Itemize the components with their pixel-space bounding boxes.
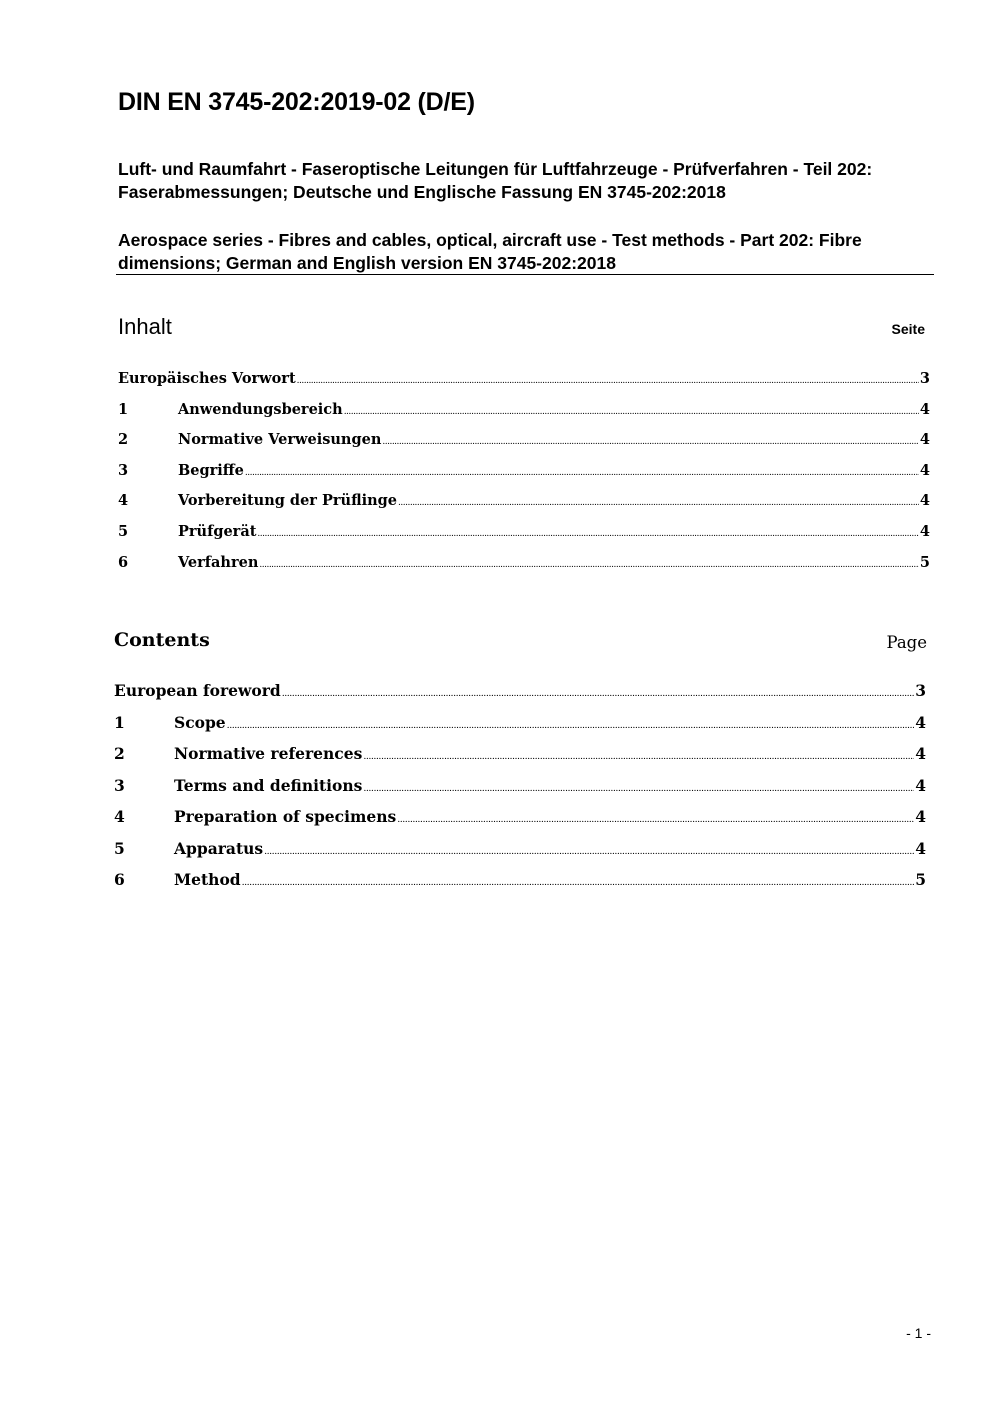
toc-leader-dots (259, 554, 919, 571)
title-english: Aerospace series - Fibres and cables, optical, aircraft use - Test methods - Part 202: Fibre dimensions; German and English version EN 3745-202:2018 (118, 230, 862, 273)
header-rule (116, 274, 934, 275)
toc-entry[interactable] (114, 744, 926, 776)
toc-entry[interactable] (118, 492, 930, 523)
title-german: Luft- und Raumfahrt - Faseroptische Leitungen für Luftfahrzeuge - Prüfverfahren - Teil 202: Faserabmessungen; Deutsche und Englische Fassung EN 3745-202:2018 (118, 159, 873, 202)
toc-entry[interactable] (114, 807, 926, 839)
toc-entry-number: 6 (114, 870, 125, 889)
toc-entry-title: European foreword (114, 681, 281, 700)
toc-entry-number: 5 (118, 522, 129, 540)
toc-entry-page: 4 (915, 712, 926, 732)
toc-heading-german: Inhalt (118, 314, 172, 339)
toc-leader-dots (242, 870, 915, 889)
toc-entry[interactable] (118, 431, 930, 462)
toc-leader-dots (282, 681, 914, 700)
toc-entry-title: Apparatus (174, 838, 264, 858)
toc-leader-dots (257, 523, 918, 540)
toc-entry-page: 3 (919, 370, 930, 387)
toc-entry-page: 5 (915, 870, 926, 889)
toc-entry[interactable] (114, 681, 926, 713)
toc-entry-page: 4 (915, 744, 926, 763)
toc-entry-page: 4 (915, 807, 926, 826)
toc-entry-page: 4 (919, 492, 930, 510)
toc-leader-dots (344, 401, 919, 418)
toc-page-label-english: Page (886, 633, 927, 652)
toc-entry-number: 2 (114, 744, 125, 763)
toc-entry[interactable] (118, 401, 930, 432)
toc-list-english (114, 681, 926, 902)
toc-entry-title: Scope (174, 712, 226, 732)
toc-entry-title: Begriffe (178, 461, 244, 479)
toc-leader-dots (398, 492, 919, 509)
page-number: - 1 - (906, 1325, 931, 1341)
toc-entry-page: 5 (919, 553, 930, 571)
toc-entry-number: 5 (114, 838, 125, 858)
toc-leader-dots (382, 431, 919, 448)
toc-entry[interactable] (118, 523, 930, 554)
toc-entry-page: 4 (919, 431, 930, 449)
toc-entry-page: 3 (915, 681, 926, 700)
toc-entry-title: Normative references (174, 744, 363, 763)
toc-entry-number: 1 (114, 712, 125, 732)
toc-entry-title: Anwendungsbereich (178, 400, 343, 418)
toc-leader-dots (363, 744, 914, 763)
toc-leader-dots (363, 776, 914, 795)
toc-entry-title: Preparation of specimens (174, 807, 397, 826)
toc-heading-english: Contents (114, 629, 210, 651)
toc-leader-dots (264, 839, 914, 858)
toc-entry-number: 6 (118, 553, 129, 571)
toc-entry[interactable] (114, 776, 926, 808)
toc-entry[interactable] (118, 462, 930, 493)
toc-leader-dots (227, 713, 915, 732)
toc-entry-number: 3 (118, 461, 129, 479)
toc-leader-dots (245, 462, 919, 479)
toc-entry-title: Terms and definitions (174, 775, 363, 795)
toc-entry-title: Verfahren (178, 553, 259, 571)
toc-entry-page: 4 (919, 400, 930, 418)
toc-leader-dots (397, 807, 914, 826)
toc-entry-number: 2 (118, 431, 129, 449)
toc-entry[interactable] (114, 870, 926, 902)
toc-list-german (118, 370, 930, 584)
toc-entry-title: Vorbereitung der Prüflinge (178, 492, 398, 510)
toc-entry[interactable] (118, 554, 930, 585)
toc-entry-page: 4 (919, 461, 930, 479)
toc-entry-title: Europäisches Vorwort (118, 370, 296, 387)
toc-leader-dots (297, 370, 919, 387)
toc-entry-page: 4 (915, 838, 926, 858)
toc-entry[interactable] (114, 713, 926, 745)
toc-entry-title: Method (174, 870, 241, 889)
toc-entry-number: 4 (114, 807, 125, 826)
toc-entry-title: Normative Verweisungen (178, 431, 382, 449)
toc-entry-page: 4 (915, 775, 926, 795)
toc-entry-number: 1 (118, 400, 129, 418)
toc-entry[interactable] (118, 370, 930, 401)
toc-page-label-german: Seite (891, 321, 925, 337)
document-id: DIN EN 3745-202:2019-02 (D/E) (118, 88, 475, 116)
toc-entry-title: Prüfgerät (178, 522, 257, 540)
toc-entry-number: 3 (114, 775, 125, 795)
toc-entry[interactable] (114, 839, 926, 871)
toc-entry-number: 4 (118, 492, 129, 510)
toc-entry-page: 4 (919, 522, 930, 540)
